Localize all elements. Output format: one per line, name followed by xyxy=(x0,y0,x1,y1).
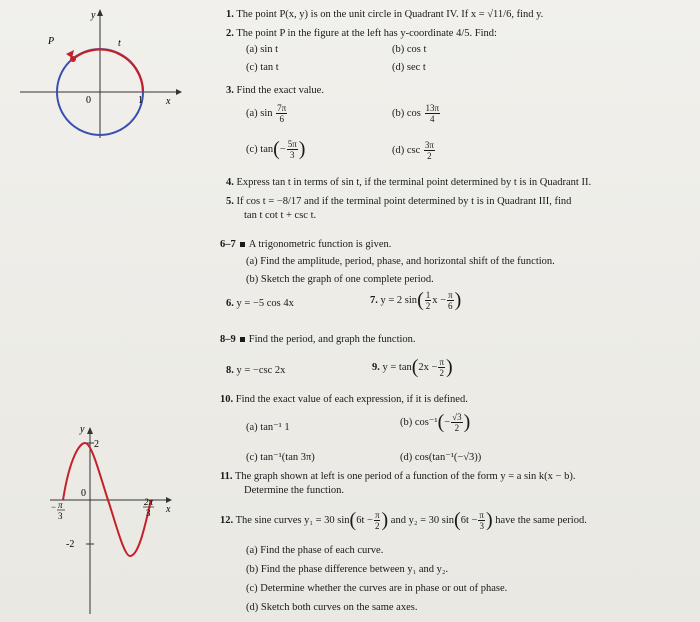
sine-graph-figure xyxy=(48,426,198,616)
q10b-fraction: $\frac{√3}{2}$ xyxy=(452,412,462,433)
q9-fraction: $\frac{\pi}{2}$ xyxy=(439,357,445,378)
bullet-icon xyxy=(240,337,245,342)
q3-part-c: (c) tan(− $\frac{5\pi}{3}$ ) xyxy=(246,138,306,160)
neg-pi-3-num: π xyxy=(58,500,63,510)
q10-text: Find the exact value of each expression, if it is defined. xyxy=(235,394,468,405)
origin-label: 0 xyxy=(81,488,86,499)
q12-part-b: (b) Find the phase difference between y₁ and y₂. xyxy=(246,564,449,575)
y-axis-label: y xyxy=(80,426,85,435)
two-label: 2 xyxy=(94,439,99,450)
q7-fraction-1: $\frac{1}{2}$ xyxy=(425,290,431,311)
q12-fraction-2: $\frac{\pi}{3}$ xyxy=(479,510,484,531)
section-6-7-range: 6–7 xyxy=(220,239,236,250)
q3-part-d xyxy=(392,140,436,161)
question-11 xyxy=(220,470,575,483)
q12-number: 12. xyxy=(220,514,234,526)
q12-prefix: The sine curves y₁ = 30 sin xyxy=(235,514,350,526)
section-8-9-text: Find the period, and graph the function. xyxy=(248,334,416,345)
q12-fraction-1: $\frac{\pi}{2}$ xyxy=(374,510,380,531)
q12-and: and y₂ = 30 sin xyxy=(390,514,455,526)
q7-mid: x − xyxy=(432,294,447,306)
neg-two-label: -2 xyxy=(66,539,75,550)
q3d-fraction: $\frac{3\pi}{2}$ xyxy=(424,140,434,161)
q8-text: y = −csc 2x xyxy=(236,365,286,376)
q7-number: 7. xyxy=(370,294,378,306)
q3b-label: (b) cos xyxy=(392,107,421,119)
q2-text: The point P in the figure at the left has y-coordinate 4/5. Find: xyxy=(236,28,497,39)
q3-part-a xyxy=(246,103,288,124)
q11-line1: The graph shown at left is one period of a function of the form y = a sin k(x − b). xyxy=(234,471,576,482)
q12-part-a: (a) Find the phase of each curve. xyxy=(246,545,384,556)
q6-number: 6. xyxy=(226,298,234,309)
q10-part-d: (d) cos(tan⁻¹(−√3)) xyxy=(400,452,482,463)
question-6 xyxy=(226,297,294,310)
section-8-9-header xyxy=(220,333,416,346)
q3-part-b xyxy=(392,103,441,124)
x-axis-label: x xyxy=(166,96,171,107)
arc-t-red xyxy=(73,49,143,92)
question-1 xyxy=(226,8,543,21)
q10-part-c: (c) tan⁻¹(tan 3π) xyxy=(246,452,315,463)
question-7: 7. y = 2 sin( $\frac{1}{2}$ x − $\frac{\pi}{6}$ ) xyxy=(370,289,462,311)
q6-text: y = −5 cos 4x xyxy=(236,298,294,309)
q9-number: 9. xyxy=(372,361,380,373)
x-axis-label: x xyxy=(166,504,171,515)
one-label: 1 xyxy=(138,95,143,106)
section-6-7-text: A trigonometric function is given. xyxy=(248,239,392,250)
q12-part-d: (d) Sketch both curves on the same axes. xyxy=(246,602,418,613)
question-10 xyxy=(220,393,468,406)
section-8-9-range: 8–9 xyxy=(220,334,236,345)
bullet-icon xyxy=(240,242,245,247)
section-6-7-part-b: (b) Sketch the graph of one complete period. xyxy=(246,274,434,285)
section-6-7-header xyxy=(220,238,391,251)
q7-fraction-2: $\frac{\pi}{6}$ xyxy=(448,290,453,311)
q2-part-c: (c) tan t xyxy=(246,62,279,73)
two-pi-3-den: 3 xyxy=(146,508,151,518)
q5-number: 5. xyxy=(226,196,234,207)
question-8 xyxy=(226,364,285,377)
two-pi-3-num: 2π xyxy=(144,497,154,507)
question-2 xyxy=(226,27,497,40)
q3a-fraction: $\frac{7\pi}{6}$ xyxy=(277,103,287,124)
q11-line2: Determine the function. xyxy=(244,485,345,496)
q2-part-d: (d) sec t xyxy=(392,62,426,73)
question-9: 9. y = tan(2x − $\frac{\pi}{2}$ ) xyxy=(372,356,453,378)
neg-pi-3-den: 3 xyxy=(58,511,63,521)
q10-part-a: (a) tan⁻¹ 1 xyxy=(246,422,290,433)
q1-number: 1. xyxy=(226,9,234,20)
q12-suffix: have the same period. xyxy=(495,514,587,526)
q3b-fraction: $\frac{13\pi}{4}$ xyxy=(425,103,440,124)
origin-label: 0 xyxy=(86,95,91,106)
q10b-label: (b) cos⁻¹ xyxy=(400,416,438,428)
q10-part-b: (b) cos⁻¹(− $\frac{√3}{2}$ ) xyxy=(400,411,471,433)
q9-mid: 2x − xyxy=(418,361,438,373)
q5-line1: If cos t = −8/17 and if the terminal point determined by t is in Quadrant III, find xyxy=(236,196,572,207)
p-label: P xyxy=(48,36,55,47)
q2-number: 2. xyxy=(226,28,234,39)
q3-text: Find the exact value. xyxy=(236,85,324,96)
q10-number: 10. xyxy=(220,394,234,405)
q7-prefix: y = 2 sin xyxy=(380,294,418,306)
q5-line2: tan t cot t + csc t. xyxy=(244,210,317,221)
q9-prefix: y = tan xyxy=(382,361,412,373)
q3c-fraction: $\frac{5\pi}{3}$ xyxy=(287,139,297,160)
question-12: 12. The sine curves y₁ = 30 sin(6t − $\frac{\pi}{2}$ ) and y₂ = 30 sin(6t − $\frac{\pi}{3}$ ) have the same period. xyxy=(220,509,587,531)
q1-text: The point P(x, y) is on the unit circle in Quadrant IV. If x = √11/6, find y. xyxy=(236,9,544,20)
y-axis-label: y xyxy=(91,10,96,21)
section-6-7-part-a: (a) Find the amplitude, period, phase, and horizontal shift of the function. xyxy=(246,256,555,267)
question-4 xyxy=(226,176,591,189)
question-5 xyxy=(226,195,571,208)
q3a-label: (a) sin xyxy=(246,107,273,119)
q3d-label: (d) csc xyxy=(392,144,421,156)
question-3 xyxy=(226,84,324,97)
t-label: t xyxy=(118,38,121,49)
q3-number: 3. xyxy=(226,85,234,96)
q2-part-a: (a) sin t xyxy=(246,44,279,55)
unit-circle-figure xyxy=(18,4,193,139)
q3c-label: (c) tan xyxy=(246,143,274,155)
q2-part-b: (b) cos t xyxy=(392,44,427,55)
q4-number: 4. xyxy=(226,177,234,188)
q4-text: Express tan t in terms of sin t, if the terminal point determined by t is in Quadrant II. xyxy=(236,177,592,188)
q12-part-c: (c) Determine whether the curves are in phase or out of phase. xyxy=(246,583,508,594)
q8-number: 8. xyxy=(226,365,234,376)
q11-number: 11. xyxy=(220,471,233,482)
svg-text:−: − xyxy=(51,502,57,512)
